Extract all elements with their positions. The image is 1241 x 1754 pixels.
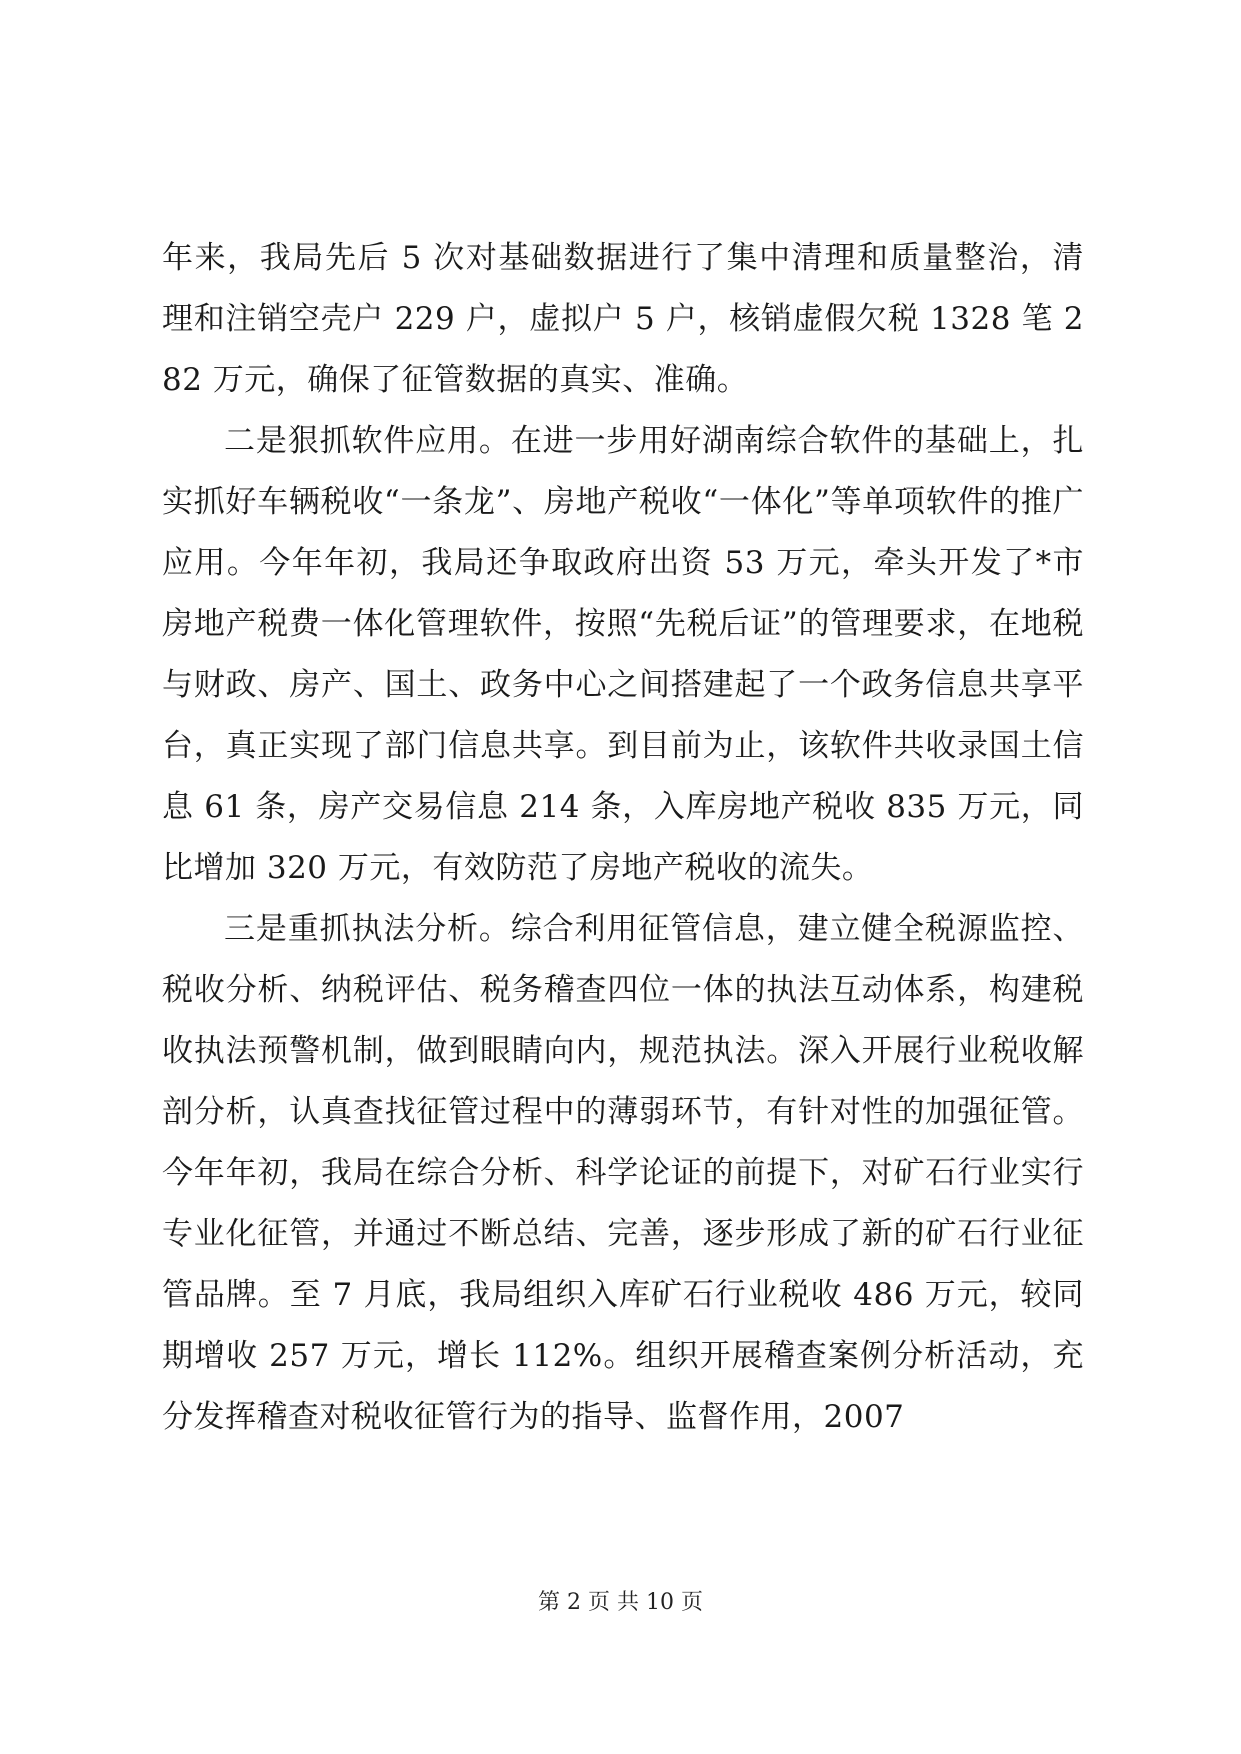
document-body [162,228,1084,1448]
paragraph-software-application: 二是狠抓软件应用。在进一步用好湖南综合软件的基础上，扎实抓好车辆税收“一条龙”、房地产税收“一体化”等单项软件的推广应用。今年年初，我局还争取政府出资 53 万元，牵头开发了*市房地产税费一体化管理软件，按照“先税后证”的管理要求，在地税与财政、房产、国土、政务中心之间搭建起了一个政务信息共享平台，真正实现了部门信息共享。到目前为止，该软件共收录国土信息 61 条，房产交易信息 214 条，入库房地产税收 835 万元，同比增加 320 万元，有效防范了房地产税收的流失。 [162,423,1084,886]
paragraph-enforcement-analysis: 三是重抓执法分析。综合利用征管信息，建立健全税源监控、税收分析、纳税评估、税务稽查四位一体的执法互动体系，构建税收执法预警机制，做到眼睛向内，规范执法。深入开展行业税收解剖分析，认真查找征管过程中的薄弱环节，有针对性的加强征管。今年年初，我局在综合分析、科学论证的前提下，对矿石行业实行专业化征管，并通过不断总结、完善，逐步形成了新的矿石行业征管品牌。至 7 月底，我局组织入库矿石行业税收 486 万元，较同期增收 257 万元，增长 112%。组织开展稽查案例分析活动，充分发挥稽查对税收征管行为的指导、监督作用，2007 [162,911,1084,1435]
paragraph-continuation: 年来，我局先后 5 次对基础数据进行了集中清理和质量整治，清理和注销空壳户 229 户，虚拟户 5 户，核销虚假欠税 1328 笔 282 万元，确保了征管数据的真实、准确。 [162,240,1084,398]
page-number-footer: 第 2 页 共 10 页 [538,1590,703,1615]
